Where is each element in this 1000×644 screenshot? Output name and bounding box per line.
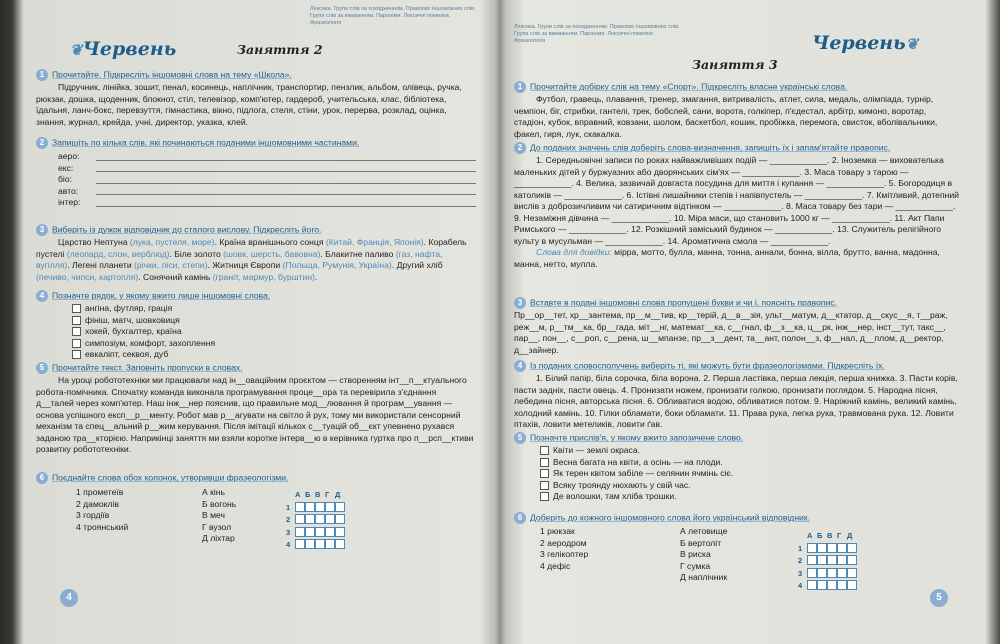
- option-text: евкаліпт, секвоя, дуб: [85, 349, 169, 359]
- task-instruction: Вставте в подані іншомовні слова пропущені букви и чи і, поясніть правопис.: [530, 297, 837, 308]
- lesson-title: Заняття 3: [692, 57, 778, 72]
- grid-row-label: 3: [286, 527, 291, 537]
- left-column: [540, 526, 680, 592]
- grid-letter: А: [807, 531, 813, 540]
- grid-row-label: 1: [798, 543, 803, 553]
- grid-letter: Г: [837, 531, 842, 540]
- task-number: 5: [36, 362, 48, 374]
- blank-line[interactable]: [96, 171, 476, 172]
- hint-words: мірра, мотто, булла, манна, тонна, аннали, бонна, вілла, брутто, ванна, мадонна, манна, нетто, мулла.: [514, 247, 940, 269]
- phrase-text: . Біле золото: [169, 248, 224, 259]
- choice-group: (леопард, слон, верблюд): [66, 248, 170, 259]
- grid-cell[interactable]: [807, 555, 817, 565]
- checkbox[interactable]: [72, 304, 81, 313]
- task-number: 2: [36, 137, 48, 149]
- task-text: Підручник, лінійка, зошит, пенал, косинець, наплічник, транспортир, пензлик, альбом, олівець, ручка, рюкзак, дошка, щоденник, блокнот, стіл, телевізор, комп'ютер, гардероб, учительська, клас, бібліотека, їдальня, ланч-бокс, перевзуття, гімнастика, вікно, підлога, стеля, стіни, урок, перерва, розклад, оцінка, знання, журнал, крейда, учні, директор, указка, клей.: [36, 82, 462, 127]
- grid-cell[interactable]: [807, 543, 817, 553]
- option-text: симпозіум, комфорт, захоплення: [85, 337, 216, 348]
- column-item: 3 гелікоптер: [540, 549, 589, 559]
- task-1: [36, 69, 476, 128]
- option-text: фініш, матч, шовковиця: [85, 314, 180, 325]
- task-text: [36, 237, 476, 283]
- blank-line[interactable]: [96, 206, 476, 207]
- option-text: Весна багата на квіти, а осінь — на плоди.: [553, 456, 723, 467]
- prefix-label: аеро:: [58, 151, 80, 161]
- grid-letter: Г: [325, 490, 330, 499]
- grid-cell[interactable]: [837, 543, 847, 553]
- grid-row-label: 3: [798, 568, 803, 578]
- checkbox[interactable]: [540, 481, 549, 490]
- task-instruction: До поданих значень слів доберіть слова-визначення, запишіть їх і запам'ятайте правопис.: [530, 142, 891, 153]
- choice-group: (шовк, шерсть, бавовна): [223, 248, 321, 259]
- task-number: 1: [36, 69, 48, 81]
- checkbox[interactable]: [72, 327, 81, 336]
- task-number: 3: [36, 224, 48, 236]
- right-column: [202, 487, 286, 551]
- task-6: [36, 472, 476, 551]
- grid-cell[interactable]: [305, 527, 315, 537]
- month-title: ❦Червень: [70, 38, 177, 60]
- phrase-text: . Сонячний камінь: [138, 271, 213, 282]
- task-2: [36, 137, 476, 209]
- column-item: 1 прометеїв: [76, 487, 124, 497]
- task-instruction: Доберіть до кожного іншомовного слова його український відповідник.: [530, 512, 811, 523]
- grid-cell[interactable]: [817, 580, 827, 590]
- option-row[interactable]: [72, 349, 476, 361]
- grid-cell[interactable]: [295, 502, 305, 512]
- task-instruction: Прочитайте. Підкресліть іншомовні слова на тему «Школа».: [52, 69, 292, 80]
- checkbox[interactable]: [72, 350, 81, 359]
- grid-cell[interactable]: [817, 568, 827, 578]
- grid-letter: Д: [847, 531, 853, 540]
- swirl-icon: ❦: [70, 41, 83, 59]
- task-instruction: Виберіть із дужок відповідник до сталого вислову. Підкресліть його.: [52, 224, 322, 235]
- task-number: 1: [514, 81, 526, 93]
- grid-letter: А: [295, 490, 301, 499]
- option-text: хокей, бухгалтер, країна: [85, 326, 182, 336]
- task-instruction: Із поданих словосполучень виберіть ті, які можуть бути фразеологізмами. Підкресліть їх.: [530, 360, 885, 371]
- option-list: [540, 445, 960, 503]
- grid-cell[interactable]: [335, 539, 345, 549]
- grid-corner: [286, 489, 294, 501]
- answer-line: [58, 163, 476, 175]
- grid-letter: В: [315, 490, 321, 499]
- option-row[interactable]: [72, 326, 476, 338]
- task-text: 1. Білий папір, біла сорочка, біла ворона. 2. Перша ластівка, перша лекція, перша книжка. 3. Пасти корів, пасти задніх, пасти овець. 4. Пронизати ножем, пронизати голкою, пронизати поглядом. 5. Народна пісня, лебедина пісня, авторська пісня. 6. Обливатися водою, обливатися потом. 9. Наріжний камінь, великий камінь, холодний камінь. 10. Гілки обламати, боки обламати. 11. Права рука, легка рука, травмована рука. 12. Ловити птахів, ловити метеликів, ловити ґав.: [514, 373, 958, 429]
- task-instruction: Позначте рядок, у якому вжито лише іншомовні слова.: [52, 290, 271, 301]
- column-item: В риска: [680, 549, 711, 559]
- grid-cell[interactable]: [837, 580, 847, 590]
- task-4: [36, 290, 476, 361]
- grid-cell[interactable]: [335, 527, 345, 537]
- grid-cell[interactable]: [325, 527, 335, 537]
- column-item: А кінь: [202, 487, 226, 497]
- option-row[interactable]: [72, 315, 476, 327]
- task-number: 4: [36, 290, 48, 302]
- blank-line[interactable]: [96, 183, 476, 184]
- task-1: [514, 81, 960, 140]
- checkbox[interactable]: [540, 446, 549, 455]
- choice-group: (Китай, Франція, Японія): [325, 237, 424, 247]
- grid-cell[interactable]: [817, 555, 827, 565]
- choice-group: (печиво, чипси, картопля): [36, 271, 139, 282]
- prefix-label: авто:: [58, 185, 79, 196]
- option-row[interactable]: [540, 491, 960, 503]
- task-instruction: Прочитайте добірку слів на тему «Спорт». Підкресліть власне українські слова.: [530, 81, 848, 92]
- task-instruction: Прочитайте текст. Заповніть пропуски в словах.: [52, 362, 243, 373]
- task-3: [36, 224, 476, 283]
- column-item: Б вертоліт: [680, 537, 722, 548]
- task-5: [514, 432, 960, 503]
- grid-row-label: 2: [286, 515, 291, 524]
- option-row[interactable]: [72, 338, 476, 350]
- option-text: Всяку троянду нюхають у свій час.: [553, 479, 691, 490]
- answer-line: [58, 174, 476, 186]
- column-item: 2 аеродром: [540, 537, 587, 548]
- column-item: 3 гордіїв: [76, 510, 110, 520]
- right-page: [506, 0, 980, 644]
- task-text: 1. Середньовічні записи по роках найважливіших подій — ____________. 2. Іноземка — вихователька маленьких дітей у буржуазних або дворянських сім'ях — ____________. 3. Масa товару з тарою — ____________. 4. Велика, зазвичай довгаста посудина для миття і купання — ____________. 5. Богородиця в католиків — ____________. 6. Істівні лишайники степів і напівпустель — ____________. 7. Кмітливий, дотепний вислів з доброзичливим чи сатиричним відтінком — ____________. 8. Маса товару без тари — ____________. 9. Незаміжня дівчина — ____________. 10. Міра маси, що становить 1000 кг — ____________. 11. Акт Папи Римського — ____________. 12. Розкішний заміський будинок — ____________. 13. Служитель релігійного культу в мусульман — ____________. 14. Ароматична смола — ____________.: [514, 155, 959, 246]
- phrase-text: . Блакитне паливо: [320, 248, 396, 259]
- option-row[interactable]: [540, 445, 960, 457]
- task-number: 6: [36, 472, 48, 484]
- answer-lines: [58, 151, 476, 209]
- checkbox[interactable]: [72, 316, 81, 325]
- grid-cell[interactable]: [315, 514, 325, 524]
- grid-cell[interactable]: [335, 502, 345, 512]
- prefix-label: інтер:: [58, 197, 81, 207]
- grid-letter: В: [827, 531, 833, 540]
- grid-cell[interactable]: [305, 514, 315, 524]
- choice-group: (граніт, мармур, бурштин): [212, 271, 315, 282]
- task-text: Пр__ор__тет, хр__зантема, пр__м__тив, кр__терій, д__в__зія, ульт__матум, д__ктатор, д__скус__я, т__раж, реж__м, р__тм__ка, бр__гада, міт__нг, математ__ка, с__гнал, ф__з__ка, ц__рк, інж__нер, інст__тут, такс__, пар__, пон__, с__роп, с__рена, ш__мпанзе, пр__з__дент, та__ант, полон__з, ф__нал, д__плом, д__ректор, д__зайнер.: [514, 310, 948, 355]
- blank-line[interactable]: [96, 194, 476, 195]
- grid-cell[interactable]: [847, 555, 857, 565]
- grid-cell[interactable]: [827, 555, 837, 565]
- grid-cell[interactable]: [295, 514, 305, 524]
- hint-label: Слова для довідки:: [536, 247, 612, 257]
- column-item: Д наплічник: [680, 572, 728, 582]
- answer-line: [58, 151, 476, 163]
- column-item: Б вогонь: [202, 498, 237, 509]
- column-item: 2 дамоклів: [76, 498, 119, 509]
- column-item: Г вузол: [202, 521, 232, 532]
- blank-line[interactable]: [96, 160, 476, 161]
- answer-line: [58, 186, 476, 198]
- grid-row-label: 4: [286, 540, 291, 549]
- grid-cell[interactable]: [837, 568, 847, 578]
- column-item: В меч: [202, 510, 225, 520]
- phrase-text: . Корабель пустелі: [36, 237, 467, 259]
- task-instruction: Поєднайте слова обох колонок, утворивши фразеологізми.: [52, 472, 289, 483]
- answer-grid: [798, 530, 856, 592]
- column-item: Г сумка: [680, 560, 711, 571]
- grid-cell[interactable]: [325, 502, 335, 512]
- choice-group: (лука, пустеля, море): [129, 237, 215, 247]
- phrase-text: . Країна вранішнього сонця: [214, 237, 326, 247]
- grid-letter: Б: [305, 490, 311, 499]
- grid-cell[interactable]: [807, 580, 817, 590]
- answer-grid: [286, 489, 344, 551]
- grid-cell[interactable]: [827, 568, 837, 578]
- grid-cell[interactable]: [305, 502, 315, 512]
- option-row[interactable]: [540, 468, 960, 480]
- grid-cell[interactable]: [847, 580, 857, 590]
- option-text: Де волошки, там хліба трошки.: [553, 491, 677, 501]
- column-item: Д ліхтар: [202, 533, 235, 543]
- task-number: 2: [514, 142, 526, 154]
- grid-cell[interactable]: [295, 527, 305, 537]
- checkbox[interactable]: [540, 492, 549, 501]
- column-item: А летовище: [680, 526, 728, 536]
- option-row[interactable]: [540, 480, 960, 492]
- phrase-text: . Житниця Європи: [207, 260, 283, 270]
- option-text: Як терен квітом забіле — селянин ячмінь сіє.: [553, 468, 734, 478]
- prefix-label: екс:: [58, 162, 74, 173]
- grid-cell[interactable]: [325, 539, 335, 549]
- grid-cell[interactable]: [295, 539, 305, 549]
- option-row[interactable]: [72, 303, 476, 315]
- grid-cell[interactable]: [325, 514, 335, 524]
- grid-cell[interactable]: [827, 543, 837, 553]
- column-item: 4 троянський: [76, 521, 129, 532]
- grid-cell[interactable]: [315, 502, 325, 512]
- grid-cell[interactable]: [847, 543, 857, 553]
- lesson-title: Заняття 2: [237, 42, 323, 57]
- option-text: ангіна, футляр, грація: [85, 303, 173, 313]
- left-page: [22, 0, 494, 644]
- checkbox[interactable]: [540, 469, 549, 478]
- answer-line: [58, 197, 476, 209]
- task-number: 6: [514, 512, 526, 524]
- grid-cell[interactable]: [315, 527, 325, 537]
- task-number: 4: [514, 360, 526, 372]
- task-number: 3: [514, 297, 526, 309]
- grid-row-label: 2: [798, 556, 803, 565]
- task-2: [514, 142, 960, 270]
- checkbox[interactable]: [540, 458, 549, 467]
- grid-cell[interactable]: [817, 543, 827, 553]
- task-6: [514, 512, 960, 592]
- page-number: 5: [930, 589, 948, 607]
- phrase-text: . Легені планети: [67, 260, 135, 270]
- option-row[interactable]: [540, 457, 960, 469]
- grid-cell[interactable]: [827, 580, 837, 590]
- option-list: [72, 303, 476, 361]
- task-text: Футбол, гравець, плавання, тренер, змагання, витривалість, атлет, сила, медаль, олімпіада, турнір, чемпіон, біг, стрибки, гантелі, трек, бобслей, сани, ворота, голкіпер, п'єдестал, арбітр, кимоно, воротар, стадіон, кубок, вправний, ковзани, шолом, баскетбол, кошик, пробіжка, перемога, свисток, вболівальники, факел, гиря, лук, скакалка.: [514, 94, 938, 139]
- task-instruction: Позначте прислів'я, у якому вжито запозичене слово.: [530, 432, 744, 443]
- grid-letter: Д: [335, 490, 341, 499]
- swirl-icon: ❦: [905, 35, 919, 53]
- task-3: [514, 297, 960, 356]
- grid-cell[interactable]: [315, 539, 325, 549]
- column-item: 4 дефіс: [540, 560, 571, 571]
- task-instruction: Запишіть по кілька слів, які починаються поданими іншомовними частинами.: [52, 137, 360, 148]
- grid-corner: [798, 530, 806, 542]
- grid-cell[interactable]: [847, 568, 857, 578]
- page-number: 4: [60, 589, 78, 607]
- option-text: Квіти — землі окраса.: [553, 445, 640, 455]
- grid-cell[interactable]: [305, 539, 315, 549]
- header-note: Лексика. Групи слів за походженням. Правопис іншомовних слів. Групи слів за вживанням. Пароніми. Лексичні помилки. Фразеологія: [514, 24, 680, 44]
- prefix-label: біо:: [58, 174, 72, 184]
- choice-group: (річки, ліси, степи): [134, 260, 208, 270]
- task-4: [514, 360, 960, 431]
- grid-cell[interactable]: [807, 568, 817, 578]
- month-title: Червень❦: [812, 32, 919, 54]
- grid-letter: Б: [817, 531, 823, 540]
- checkbox[interactable]: [72, 339, 81, 348]
- choice-group: (газ, нафта, вугілля): [36, 248, 443, 270]
- grid-cell[interactable]: [837, 555, 847, 565]
- grid-row-label: 4: [798, 581, 803, 590]
- right-column: [680, 526, 798, 592]
- task-text: На уроці робототехніки ми працювали над ін__оваційним проєктом — створенням інт__п__ктуального робота-помічника. Спочатку команда виконала програмування проце__ора та перевірила з'єднання д__талей через комп'ютер. Наш інж__нер пояснив, що правильне мод__лювання й програм__ування — основа успішного експ__р__менту. Робот мав р__агувати на світло й рух, тому ми використали сенсорний механізм та спец__альний р__жим керування. Після імітації кількох с__туацій об__єкт упевнено рухався заданою тра__кторією. Наприкінці заняття ми взяли коротке інтерв__ю в керівника гуртка про п__рсп__ктиви розвитку робототехніки.: [36, 375, 474, 454]
- grid-cell[interactable]: [335, 514, 345, 524]
- task-number: 5: [514, 432, 526, 444]
- phrase-text: .: [314, 271, 318, 282]
- task-5: [36, 362, 476, 456]
- header-note: Лексика. Групи слів за походженням. Правопис іншомовних слів. Групи слів за вживанням. Пароніми. Лексичні помилки. Фразеологія: [310, 6, 476, 26]
- choice-group: (Польща, Румунія, Україна): [282, 260, 392, 270]
- grid-row-label: 1: [286, 502, 291, 512]
- column-item: 1 рюкзак: [540, 526, 575, 536]
- left-column: [76, 487, 202, 551]
- phrase-text: . Другий хліб: [391, 260, 443, 270]
- phrase-text: Царство Нептуна: [58, 237, 130, 247]
